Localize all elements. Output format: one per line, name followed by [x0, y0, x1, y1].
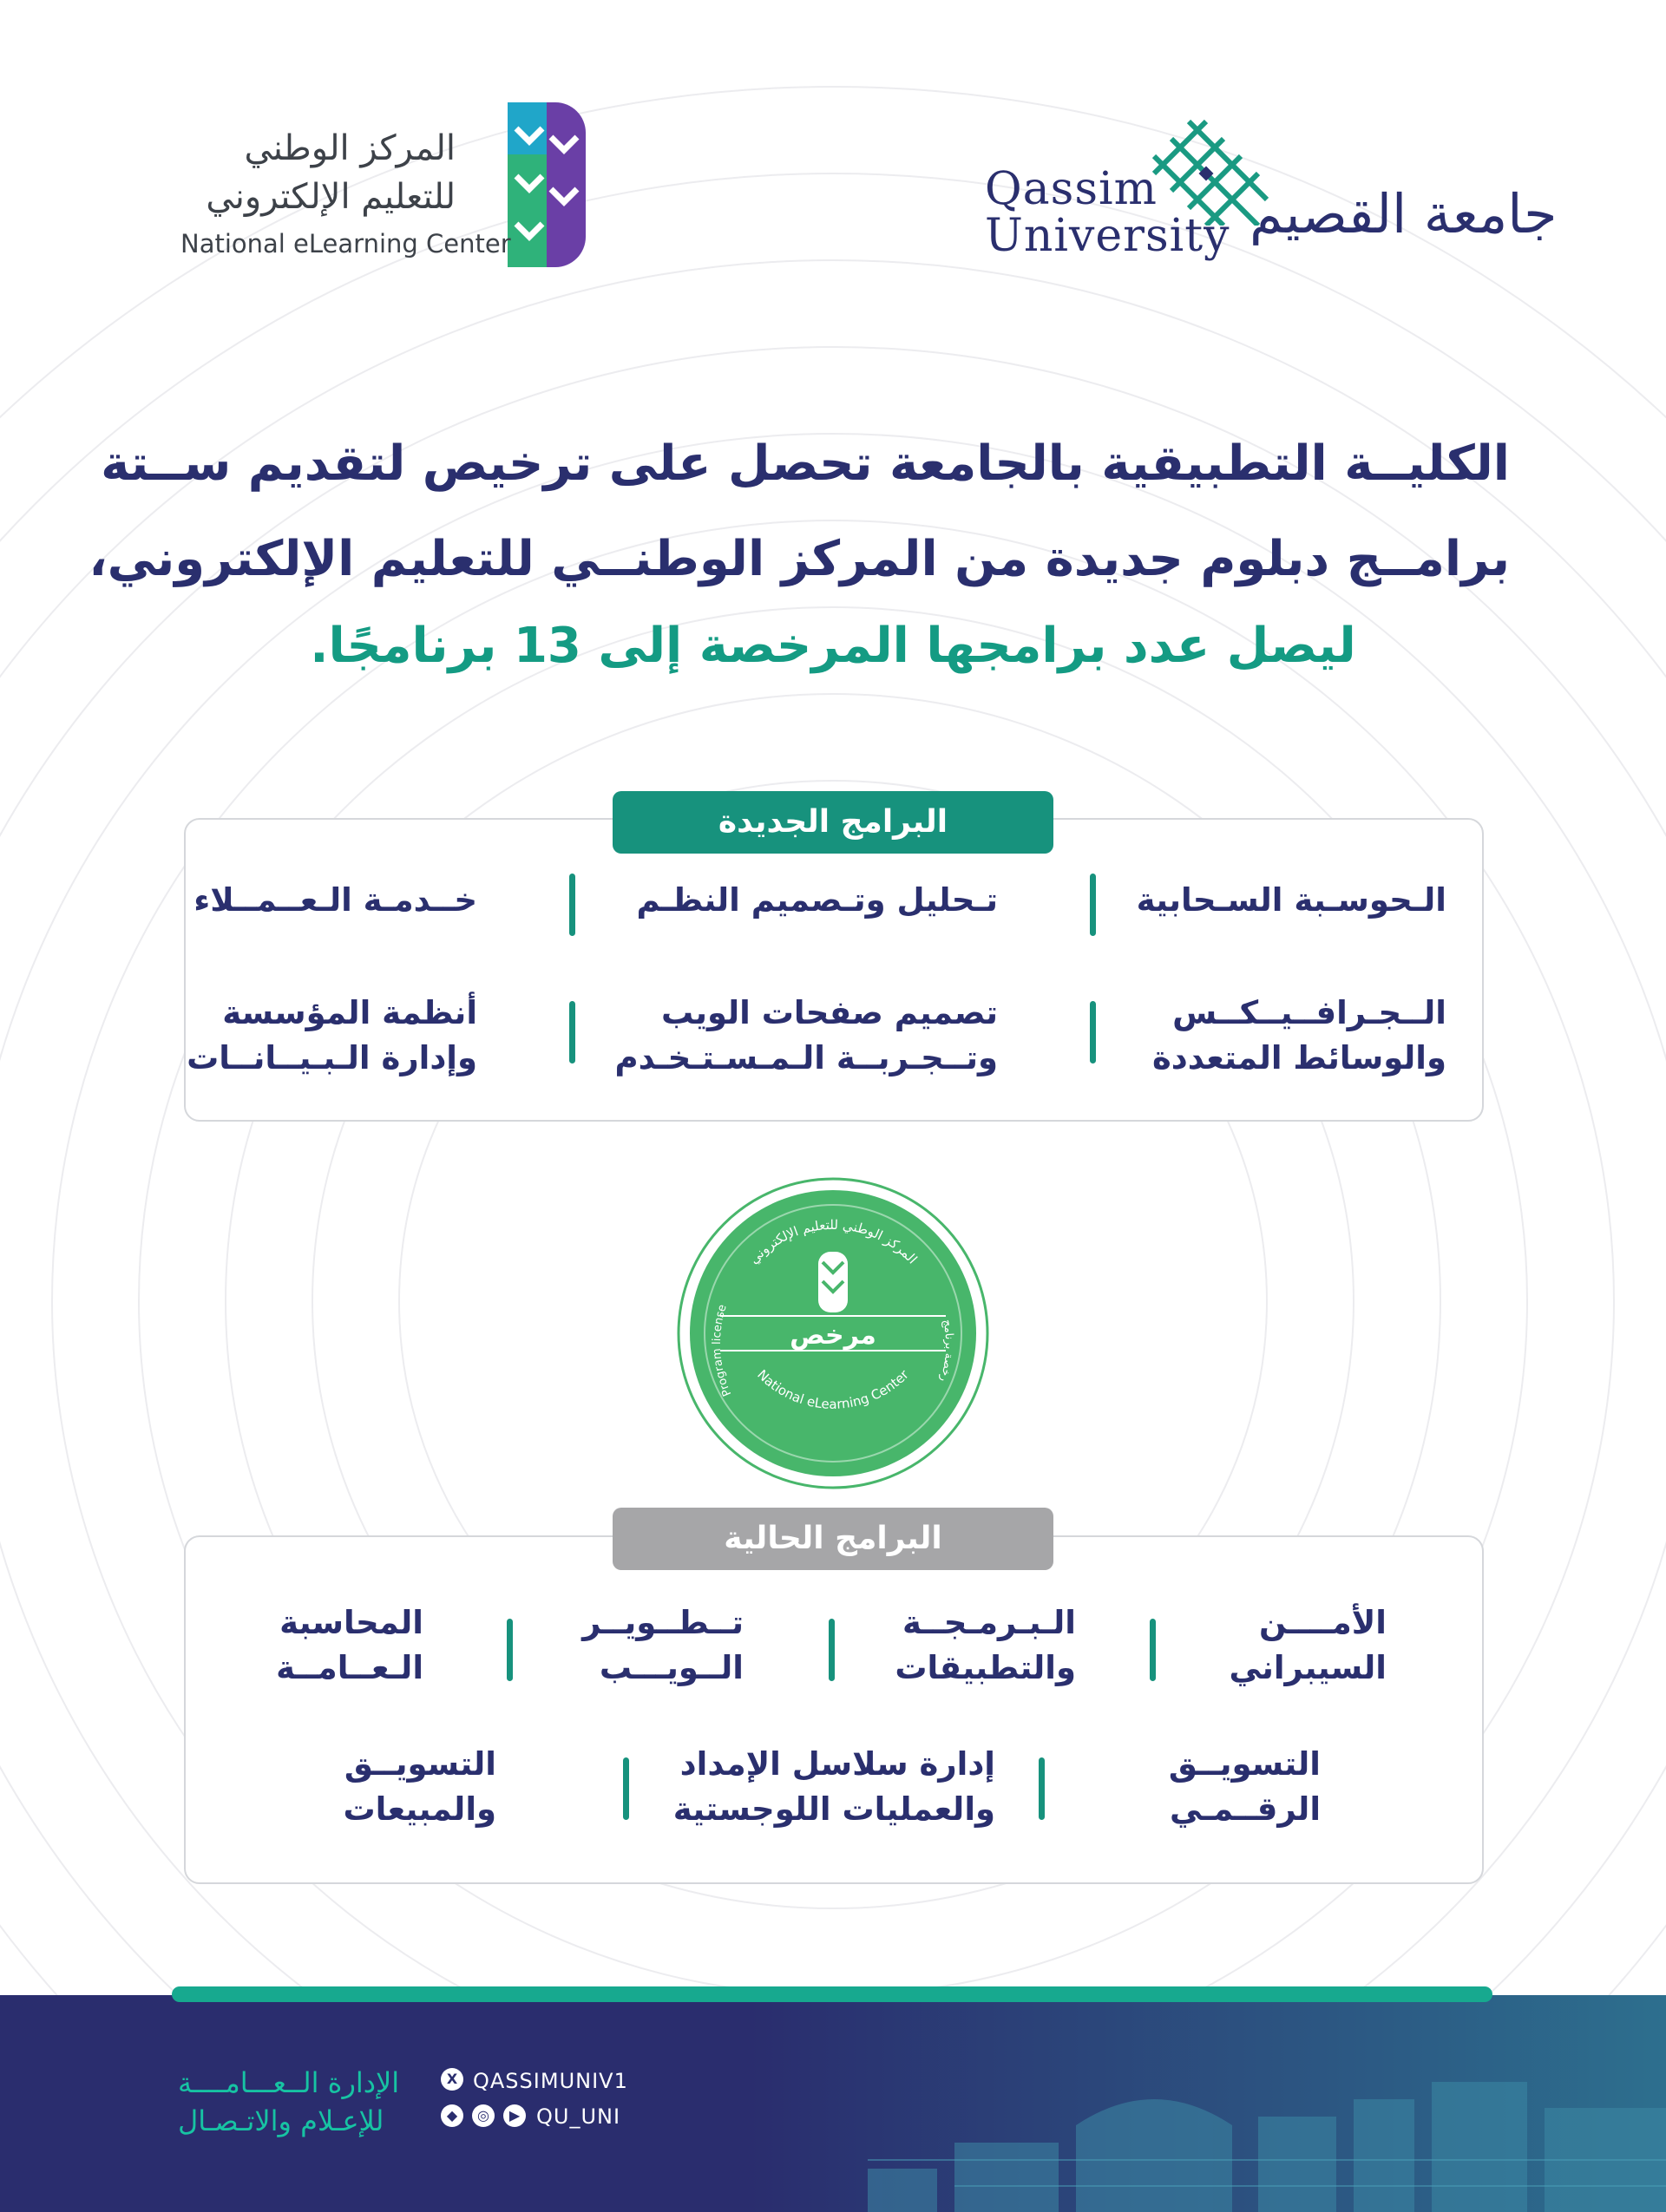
university-name-ar: جامعة القصيم: [1250, 182, 1558, 245]
program-line1: إدارة سلاسل الإمداد: [679, 1745, 995, 1783]
divider-bar: [623, 1757, 629, 1820]
nelc-name-ar-line2: للتعليم الإلكتروني: [206, 177, 456, 217]
snapchat-icon[interactable]: ◆: [441, 2104, 463, 2127]
program-line1: الـبـرمـجــة: [902, 1604, 1076, 1641]
program-line2: والمبيعات: [343, 1790, 496, 1828]
divider-bar: [1090, 874, 1096, 936]
current-program-item: [673, 1742, 995, 1832]
program-line1: المحاسبة: [279, 1604, 423, 1641]
current-program-item: [343, 1742, 496, 1832]
program-line1: الأمــــن: [1258, 1604, 1387, 1641]
divider-bar: [1090, 1001, 1096, 1063]
program-line2: السيبراني: [1229, 1649, 1387, 1686]
new-program-item: [1152, 991, 1446, 1081]
current-program-item: [895, 1600, 1076, 1691]
divider-bar: [569, 874, 575, 936]
program-line1: الـحوسـبة السـحابية: [1136, 881, 1446, 919]
current-program-item: [582, 1600, 744, 1691]
city-skyline-image: [0, 1995, 1666, 2212]
university-name-en-line1: Qassim: [985, 163, 1158, 215]
program-line2: وإدارة الـبـيــانــات: [187, 1039, 477, 1077]
youtube-icon[interactable]: ▶: [503, 2104, 526, 2127]
department-name-line1: الإدارة الــعـــامــــة: [178, 2066, 400, 2099]
program-line2: والتطبيقات: [895, 1649, 1076, 1686]
qassim-university-logo: [981, 113, 1558, 286]
seal-top-arc: المركز الوطني للتعليم الإلكتروني: [745, 1216, 921, 1267]
divider-bar: [569, 1001, 575, 1063]
university-name-en-line2: University: [985, 210, 1230, 262]
program-line2: والوسائط المتعددة: [1151, 1039, 1446, 1077]
x-handle[interactable]: QASSIMUNIV1: [473, 2069, 628, 2093]
program-line1: تــطــويــر: [582, 1604, 744, 1641]
program-line1: الــجـرافــيــكــس: [1172, 994, 1446, 1031]
new-program-item: [1137, 878, 1446, 923]
divider-bar: [1150, 1619, 1156, 1681]
divider-bar: [507, 1619, 513, 1681]
program-line2: الرقــمـي: [1170, 1790, 1321, 1828]
department-name-line2: للإعـلام والاتـصـال: [178, 2104, 384, 2137]
nelc-name-ar-line1: المركز الوطني: [244, 128, 456, 168]
seal-label: مرخص: [790, 1320, 876, 1351]
license-seal: [675, 1175, 991, 1491]
footer: [0, 1995, 1666, 2212]
new-programs-title: البرامج الجديدة: [613, 791, 1053, 854]
program-line2: الــويـــب: [599, 1649, 744, 1686]
current-program-item: [1169, 1742, 1321, 1832]
nelc-emblem-icon: [508, 102, 586, 267]
headline-line3: ليصل عدد برامجها المرخصة إلى 13 برنامجًا.: [310, 618, 1356, 674]
headline-line2: برامــج دبلوم جديدة من المركز الوطنــي للتعليم الإلكتروني،: [89, 531, 1510, 587]
program-line1: أنظمة المؤسسة: [222, 994, 477, 1031]
program-line2: الـعــامــة: [276, 1649, 423, 1686]
nelc-logo: [174, 102, 590, 276]
program-line1: التسويــق: [1168, 1745, 1321, 1783]
program-line1: التسويــق: [344, 1745, 496, 1783]
seal-bottom-arc: National eLearning Center: [754, 1366, 912, 1412]
new-program-item: [187, 991, 477, 1081]
program-line1: خــدمـة الـعــمــلاء: [193, 881, 477, 919]
new-program-item: [193, 878, 477, 923]
headline-line1: الكليــة التطبيقية بالجامعة تحصل على ترخيص لتقديم ســتة: [101, 435, 1510, 492]
program-line1: تـحليل وتـصميم النظـم: [636, 881, 998, 919]
divider-bar: [1039, 1757, 1045, 1820]
social-handle[interactable]: QU_UNI: [536, 2104, 621, 2129]
x-icon[interactable]: X: [441, 2068, 463, 2091]
divider-bar: [829, 1619, 835, 1681]
new-program-item: [614, 991, 998, 1081]
current-programs-title: البرامج الحالية: [613, 1508, 1053, 1570]
nelc-name-en: National eLearning Center: [180, 229, 511, 259]
program-line2: والعمليات اللوجستية: [672, 1790, 995, 1828]
program-line1: تصميم صفحات الويب: [661, 994, 998, 1031]
new-program-item: [636, 878, 998, 923]
program-line2: وتــجـربــة الـمـسـتـخـدم: [614, 1039, 998, 1077]
seal-right-arc: رخصة برنامج: [936, 1318, 956, 1384]
current-program-item: [1230, 1600, 1387, 1691]
nelc-small-emblem-icon: [818, 1252, 848, 1312]
instagram-icon[interactable]: ◎: [472, 2104, 495, 2127]
footer-accent-line: [172, 1986, 1492, 2002]
current-program-item: [276, 1600, 423, 1691]
seal-left-arc: Program license: [710, 1303, 735, 1398]
